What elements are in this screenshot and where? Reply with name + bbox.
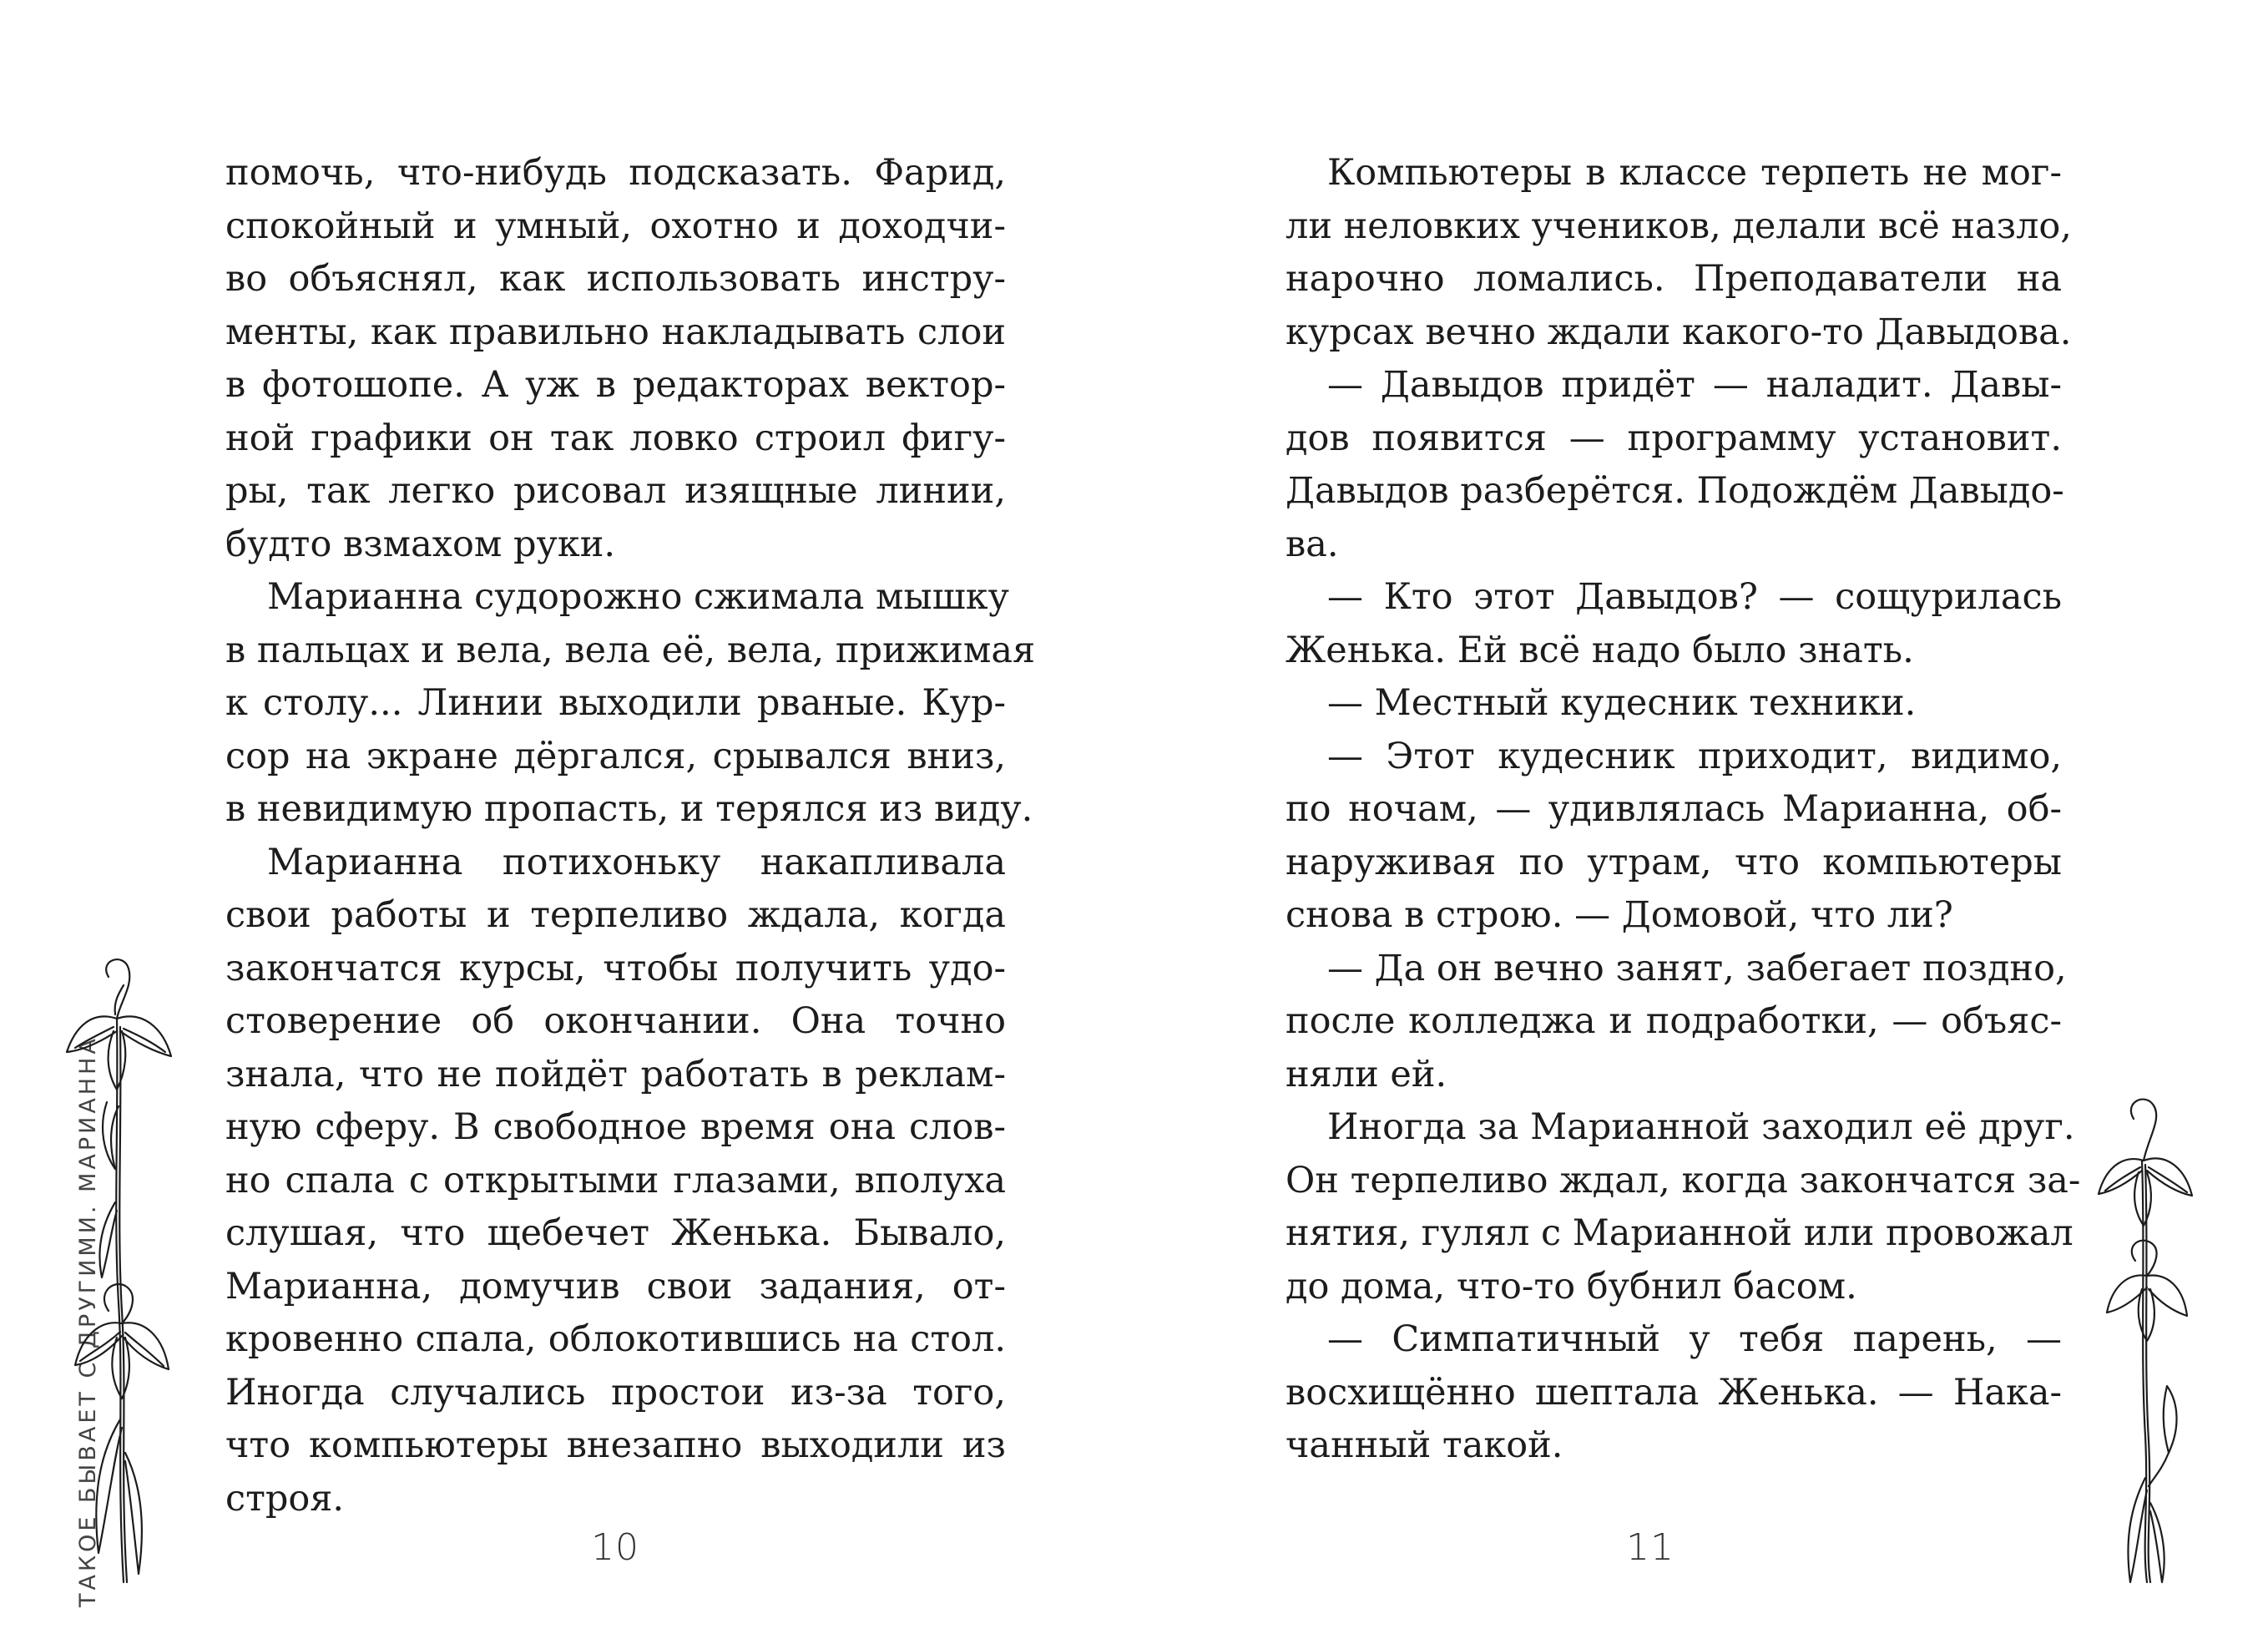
- right-page-text-line: — Кто этот Давыдов? — сощурилась: [1327, 576, 2062, 618]
- right-page-text-line: Женька. Ей всё надо было знать.: [1286, 629, 1914, 671]
- left-page-text-line: ную сферу. В свободное время она слов-: [225, 1106, 1006, 1148]
- left-page-text-line: спокойный и умный, охотно и доходчи-: [225, 205, 1006, 247]
- right-page-text-line: — Давыдов придёт — наладит. Давы-: [1327, 364, 2062, 406]
- right-page-text-line: наруживая по утрам, что компьютеры: [1286, 841, 2062, 883]
- left-page-text-line: ры, так легко рисовал изящные линии,: [225, 470, 1006, 512]
- left-page-text-line: помочь, что-нибудь подсказать. Фарид,: [225, 152, 1006, 194]
- right-page-text-line: курсах вечно ждали какого-то Давыдова.: [1286, 311, 2072, 353]
- left-page-text-line: Марианна судорожно сжимала мышку: [267, 576, 1009, 618]
- right-page-text: [1286, 147, 2081, 1473]
- right-page-text-line: — Да он вечно занят, забегает поздно,: [1327, 947, 2067, 989]
- iris-flower-icon: [58, 952, 184, 1586]
- right-page-text-line: по ночам, — удивлялась Марианна, об-: [1286, 788, 2062, 830]
- left-page-text-line: но спала с открытыми глазами, вполуха: [225, 1159, 1006, 1201]
- right-page-text-line: — Симпатичный у тебя парень, —: [1327, 1318, 2062, 1360]
- right-page-text-line: — Местный кудесник техники.: [1327, 682, 1917, 724]
- left-page-text-line: во объяснял, как использовать инстру-: [225, 258, 1006, 300]
- right-page-text-line: няли ей.: [1286, 1053, 1447, 1095]
- left-page-text-line: закончатся курсы, чтобы получить удо-: [225, 947, 1006, 989]
- right-page-text-line: ва.: [1286, 523, 1339, 565]
- iris-flower-icon: [2087, 1085, 2204, 1586]
- left-page-text-line: слушая, что щебечет Женька. Бывало,: [225, 1212, 1006, 1254]
- left-page-text-line: свои работы и терпеливо ждала, когда: [225, 894, 1006, 936]
- left-page-text-line: строя.: [225, 1477, 345, 1520]
- right-page-text-line: ли неловких учеников, делали всё назло,: [1286, 205, 2072, 247]
- left-page-text-line: Марианна, домучив свои задания, от-: [225, 1265, 1006, 1308]
- right-page-text-line: до дома, что-то бубнил басом.: [1286, 1265, 1857, 1308]
- right-page-text-line: Он терпеливо ждал, когда закончатся за-: [1286, 1159, 2081, 1201]
- left-page-text-line: в пальцах и вела, вела её, вела, прижимая: [225, 629, 1036, 671]
- running-head-vertical: ТАКОЕ БЫВАЕТ С ДРУГИМИ. МАРИАННА: [75, 1035, 101, 1607]
- right-page-text-line: нятия, гулял с Марианной или провожал: [1286, 1212, 2074, 1254]
- right-page-text-line: Иногда за Марианной заходил её друг.: [1327, 1106, 2075, 1148]
- left-page-text-line: Иногда случались простои из-за того,: [225, 1371, 1006, 1414]
- left-page-number: 10: [591, 1526, 639, 1569]
- left-page-text-line: сор на экране дёргался, срывался вниз,: [225, 735, 1006, 777]
- left-page-text-line: Марианна потихоньку накапливала: [267, 841, 1006, 883]
- left-page-text: [225, 147, 1036, 1525]
- left-page-text-line: к столу... Линии выходили рваные. Кур-: [225, 682, 1006, 724]
- left-page-text-line: кровенно спала, облокотившись на стол.: [225, 1318, 1006, 1360]
- right-page-text-line: после колледжа и подработки, — объяс-: [1286, 1000, 2062, 1042]
- left-page-text-line: знала, что не пойдёт работать в реклам-: [225, 1053, 1006, 1095]
- right-page-text-line: снова в строю. — Домовой, что ли?: [1286, 894, 1953, 936]
- left-page-text-line: в фотошопе. А уж в редакторах вектор-: [225, 364, 1006, 406]
- right-page-text-line: восхищённо шептала Женька. — Нака-: [1286, 1371, 2062, 1414]
- left-page-text-line: что компьютеры внезапно выходили из: [225, 1424, 1006, 1466]
- right-page-number: 11: [1626, 1526, 1674, 1569]
- right-page-text-line: Компьютеры в классе терпеть не мог-: [1327, 152, 2062, 194]
- left-page-text-line: стоверение об окончании. Она точно: [225, 1000, 1006, 1042]
- right-page-text-line: чанный такой.: [1286, 1424, 1563, 1466]
- right-page-text-line: нарочно ломались. Преподаватели на: [1286, 258, 2062, 300]
- left-page-text-line: ной графики он так ловко строил фигу-: [225, 417, 1006, 459]
- left-page-text-line: будто взмахом руки.: [225, 523, 616, 565]
- right-page-text-line: дов появится — программу установит.: [1286, 417, 2062, 459]
- left-page-text-line: в невидимую пропасть, и терялся из виду.: [225, 788, 1033, 830]
- right-page-text-line: Давыдов разберётся. Подождём Давыдо-: [1286, 470, 2064, 512]
- left-page-text-line: менты, как правильно накладывать слои: [225, 311, 1006, 353]
- right-page-text-line: — Этот кудесник приходит, видимо,: [1327, 735, 2062, 777]
